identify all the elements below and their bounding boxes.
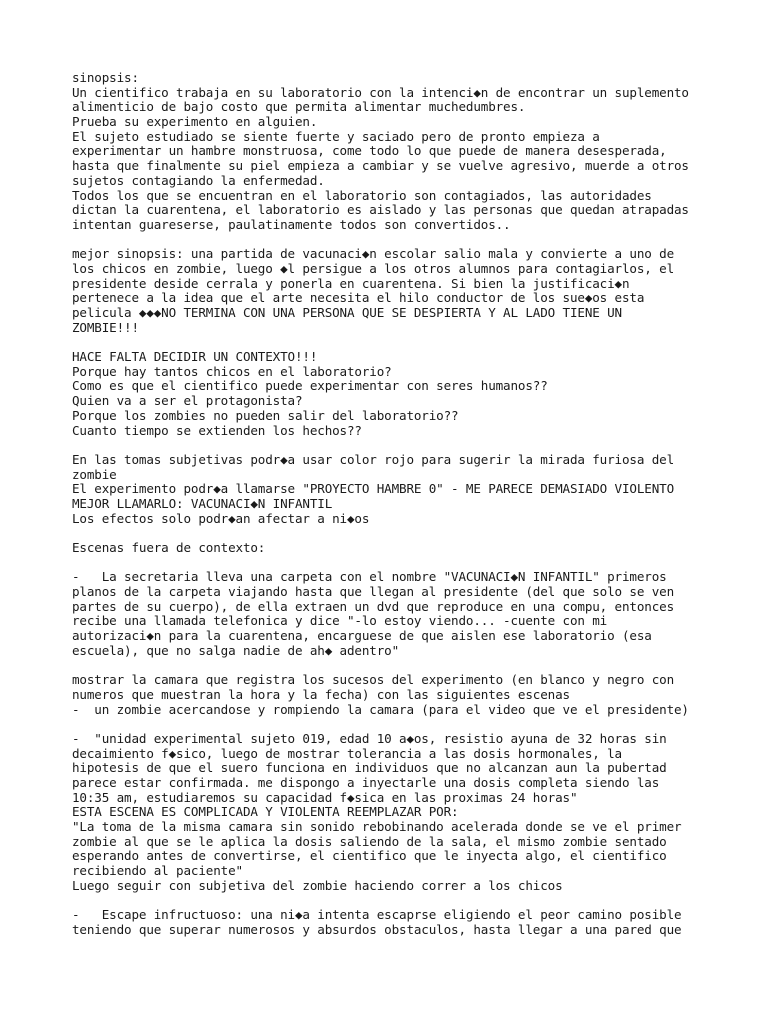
text-line: - "unidad experimental sujeto 019, edad 10 a◆os, resistio ayuna de 32 horas sin [72, 730, 667, 746]
text-line: Cuanto tiempo se extienden los hechos?? [72, 422, 362, 438]
text-line: zombie al que se le aplica la dosis saliendo de la sala, el mismo zombie sentado [72, 833, 667, 849]
text-line: "La toma de la misma camara sin sonido rebobinando acelerada donde se ve el primer [72, 819, 682, 835]
text-line: - Escape infructuoso: una ni◆a intenta escaprse eligiendo el peor camino posible [72, 907, 682, 923]
text-line: ZOMBIE!!! [72, 319, 139, 335]
text-line: - La secretaria lleva una carpeta con el nombre "VACUNACI◆N INFANTIL" primeros [72, 569, 667, 585]
text-line: HACE FALTA DECIDIR UN CONTEXTO!!! [72, 349, 318, 365]
text-line: hipotesis de que el suero funciona en individuos que no alcanzan aun la pubertad [72, 760, 667, 776]
text-line: recibe una llamada telefonica y dice "-lo estoy viendo... -cuente con mi [72, 613, 608, 629]
text-line: - un zombie acercandose y rompiendo la camara (para el video que ve el presidente) [72, 701, 689, 717]
text-line: Escenas fuera de contexto: [72, 540, 266, 555]
text-line: autorizaci◆n para la cuarentena, encarguese de que aislen ese laboratorio (esa [72, 628, 652, 644]
text-line: mostrar la camara que registra los sucesos del experimento (en blanco y negro con [72, 672, 674, 688]
text-line: sujetos contagiando la enfermedad. [72, 172, 325, 188]
blank-line [72, 556, 732, 571]
blank-line [72, 233, 732, 248]
text-line: El sujeto estudiado se siente fuerte y saciado pero de pronto empieza a [72, 128, 600, 144]
text-line: 10:35 am, estudiaremos su capacidad f◆sica en las proximas 24 horas" [72, 789, 578, 805]
text-line: presidente deside cerrala y ponerla en cuarentena. Si bien la justificaci◆n [72, 275, 630, 291]
text-line: parece estar confirmada. me dispongo a inyectarle una dosis completa siendo las [72, 775, 660, 790]
text-line: En las tomas subjetivas podr◆a usar color rojo para sugerir la mirada furiosa del [72, 451, 674, 467]
text-line: mejor sinopsis: una partida de vacunaci◆n escolar salio mala y convierte a uno de [72, 246, 674, 262]
text-line: MEJOR LLAMARLO: VACUNACI◆N INFANTIL [72, 495, 333, 511]
text-line: esperando antes de convertirse, el cientifico que le inyecta algo, el cientifico [72, 848, 667, 864]
text-line: Luego seguir con subjetiva del zombie haciendo correr a los chicos [72, 877, 563, 893]
document-body [72, 71, 732, 938]
text-line: planos de la carpeta viajando hasta que llegan al presidente (del que solo se ven [72, 584, 674, 600]
text-line: partes de su cuerpo), de ella extraen un dvd que reproduce en una compu, entonces [72, 598, 674, 614]
text-line: Como es que el cientifico puede experimentar con seres humanos?? [72, 378, 548, 394]
text-line: El experimento podr◆a llamarse "PROYECTO HAMBRE 0" - ME PARECE DEMASIADO VIOLENTO [72, 481, 674, 497]
text-line: pelicula ◆◆◆NO TERMINA CON UNA PERSONA QUE SE DESPIERTA Y AL LADO TIENE UN [72, 305, 622, 320]
text-line: intentan guareserse, paulatinamente todos son convertidos.. [72, 216, 511, 232]
blank-line [72, 717, 732, 732]
text-line: zombie [72, 466, 117, 482]
text-line: decaimiento f◆sico, luego de mostrar tolerancia a las dosis hormonales, la [72, 745, 622, 761]
text-line: Un cientifico trabaja en su laboratorio con la intenci◆n de encontrar un suplemento [72, 84, 689, 100]
text-line: Porque los zombies no pueden salir del laboratorio?? [72, 407, 459, 423]
text-line: ESTA ESCENA ES COMPLICADA Y VIOLENTA REEMPLAZAR POR: [72, 804, 459, 820]
text-line: escuela), que no salga nadie de ah◆ adentro" [72, 642, 400, 658]
text-line: Los efectos solo podr◆an afectar a ni◆os [72, 510, 370, 526]
text-line: pertenece a la idea que el arte necesita el hilo conductor de los sue◆os esta [72, 290, 645, 306]
text-line: Quien va a ser el protagonista? [72, 393, 303, 409]
text-line: experimentar un hambre monstruosa, come todo lo que puede de manera desesperada, [72, 143, 667, 159]
text-line: hasta que finalmente su piel empieza a cambiar y se vuelve agresivo, muerde a otros [72, 158, 689, 174]
text-line: alimenticio de bajo costo que permita alimentar muchedumbres. [72, 99, 526, 115]
text-line: Prueba su experimento en alguien. [72, 114, 318, 130]
blank-line [72, 526, 732, 541]
text-line: Todos los que se encuentran en el laboratorio son contagiados, las autoridades [72, 187, 652, 203]
blank-line [72, 894, 732, 909]
text-line: los chicos en zombie, luego ◆l persigue a los otros alumnos para contagiarlos, el [72, 260, 674, 276]
text-line: Porque hay tantos chicos en el laboratorio? [72, 363, 392, 379]
blank-line [72, 335, 732, 350]
blank-line [72, 659, 732, 674]
blank-line [72, 438, 732, 453]
text-line: numeros que muestran la hora y la fecha) con las siguientes escenas [72, 686, 570, 702]
text-line: dictan la cuarentena, el laboratorio es aislado y las personas que quedan atrapadas [72, 202, 689, 218]
text-line: teniendo que superar numerosos y absurdos obstaculos, hasta llegar a una pared que [72, 921, 682, 937]
text-line: sinopsis: [72, 70, 139, 85]
text-line: recibiendo al paciente" [72, 863, 243, 879]
